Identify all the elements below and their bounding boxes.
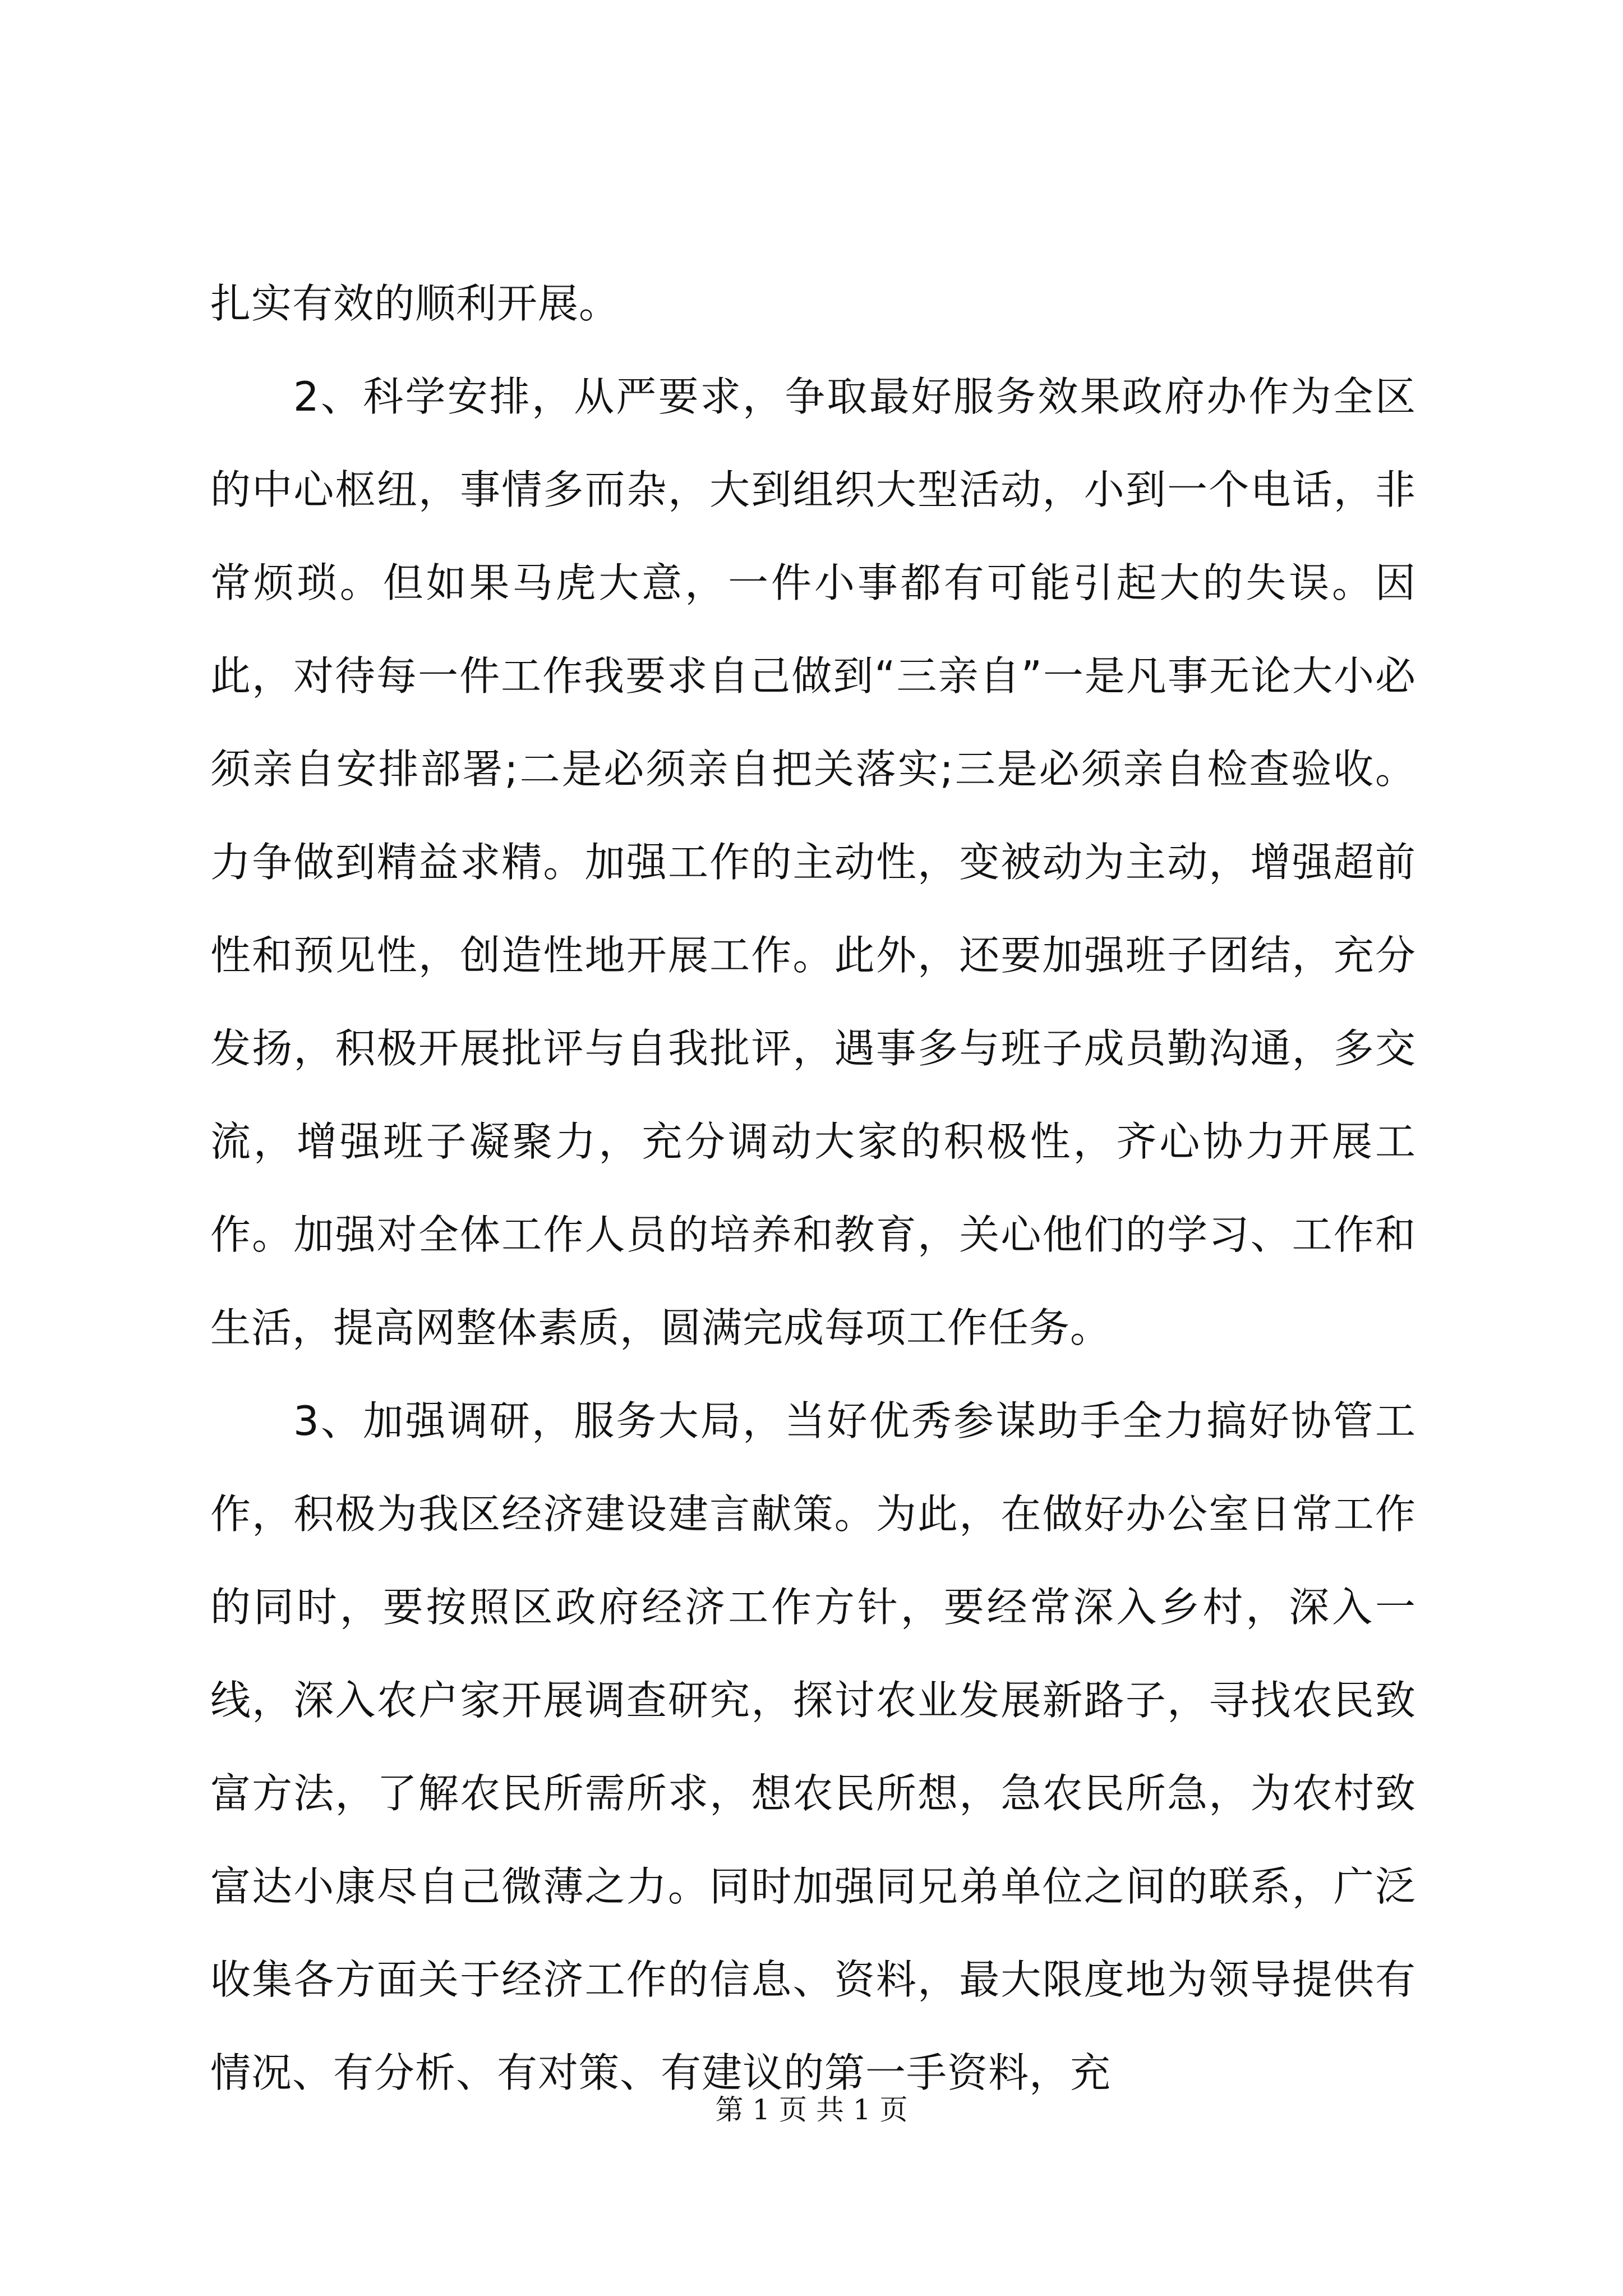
paragraph-item-2: 2、科学安排，从严要求，争取最好服务效果政府办作为全区的中心枢纽，事情多而杂，大到组织大型活动，小到一个电话，非常烦琐。但如果马虎大意，一件小事都有可能引起大的失误。因此，对待每一件工作我要求自己做到“三亲自”一是凡事无论大小必须亲自安排部署;二是必须亲自把关落实;三是必须亲自检查验收。力争做到精益求精。加强工作的主动性，变被动为主动，增强超前性和预见性，创造性地开展工作。此外，还要加强班子团结，充分发扬，积极开展批评与自我批评，遇事多与班子成员勤沟通，多交流，增强班子凝聚力，充分调动大家的积极性，齐心协力开展工作。加强对全体工作人员的培养和教育，关心他们的学习、工作和生活，提高网整体素质，圆满完成每项工作任务。 — [210, 373, 1416, 1351]
page-footer: 第 1 页 共 1 页 — [715, 2093, 908, 2126]
paragraph-item-3: 3、加强调研，服务大局，当好优秀参谋助手全力搞好协管工作，积极为我区经济建设建言献策。为此，在做好办公室日常工作的同时，要按照区政府经济工作方针，要经常深入乡村，深入一线，深入农户家开展调查研究，探讨农业发展新路子，寻找农民致富方法，了解农民所需所求，想农民所想，急农民所急，为农村致富达小康尽自己微薄之力。同时加强同兄弟单位之间的联系，广泛收集各方面关于经济工作的信息、资料，最大限度地为领导提供有情况、有分析、有对策、有建议的第一手资料，充 — [210, 1397, 1416, 2096]
paragraph-continuation: 扎实有效的顺利开展。 — [210, 280, 620, 327]
document-body — [210, 257, 1416, 2119]
